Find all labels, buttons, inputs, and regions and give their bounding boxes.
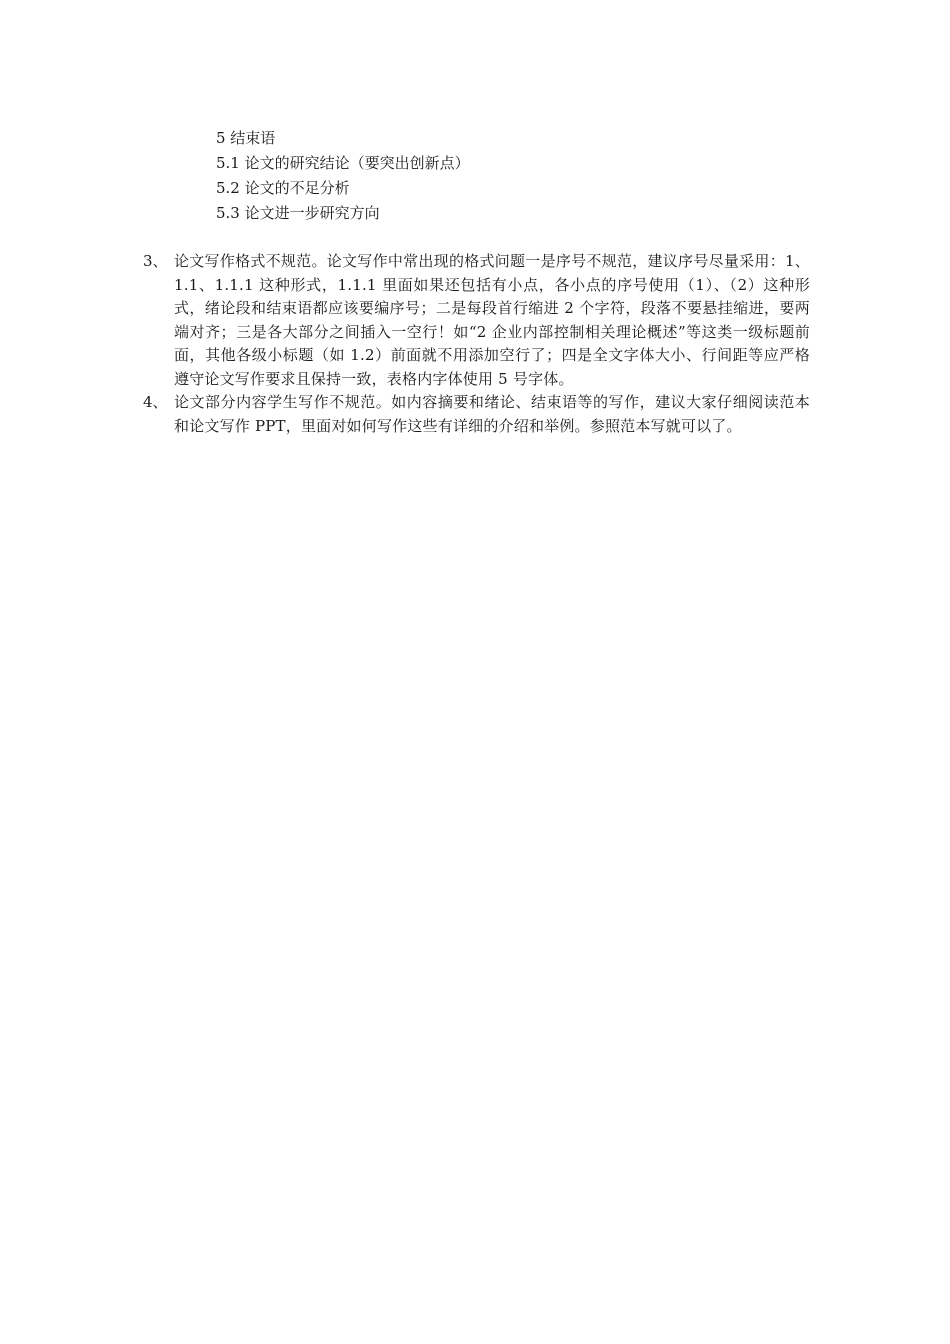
list-item (140, 391, 810, 438)
outline-subheading: 5.3 论文进一步研究方向 (216, 204, 380, 222)
outline-subheading: 5.1 论文的研究结论（要突出创新点） (216, 154, 470, 172)
numbered-list (140, 250, 810, 438)
outline-heading: 5 结束语 (216, 129, 276, 147)
list-item-number: 3、 (143, 252, 168, 270)
list-item (140, 250, 810, 391)
outline-section-5 (216, 126, 776, 226)
list-item-number: 4、 (143, 393, 168, 411)
list-item-text: 论文写作格式不规范。论文写作中常出现的格式问题一是序号不规范，建议序号尽量采用：1、1.1、1.1.1 这种形式，1.1.1 里面如果还包括有小点，各小点的序号使用（1）、（2）这种形式，绪论段和结束语都应该要编序号；二是每段首行缩进 2 个字符，段落不要悬挂缩进，要两端对齐；三是各大部分之间插入一空行！如“2 企业内部控制相关理论概述”等这类一级标题前面，其他各级小标题（如 1.2）前面就不用添加空行了；四是全文字体大小、行间距等应严格遵守论文写作要求且保持一致，表格内字体使用 5 号字体。 (174, 252, 810, 388)
outline-subheading: 5.2 论文的不足分析 (216, 179, 350, 197)
list-item-text: 论文部分内容学生写作不规范。如内容摘要和绪论、结束语等的写作，建议大家仔细阅读范本和论文写作 PPT，里面对如何写作这些有详细的介绍和举例。参照范本写就可以了。 (174, 393, 810, 435)
